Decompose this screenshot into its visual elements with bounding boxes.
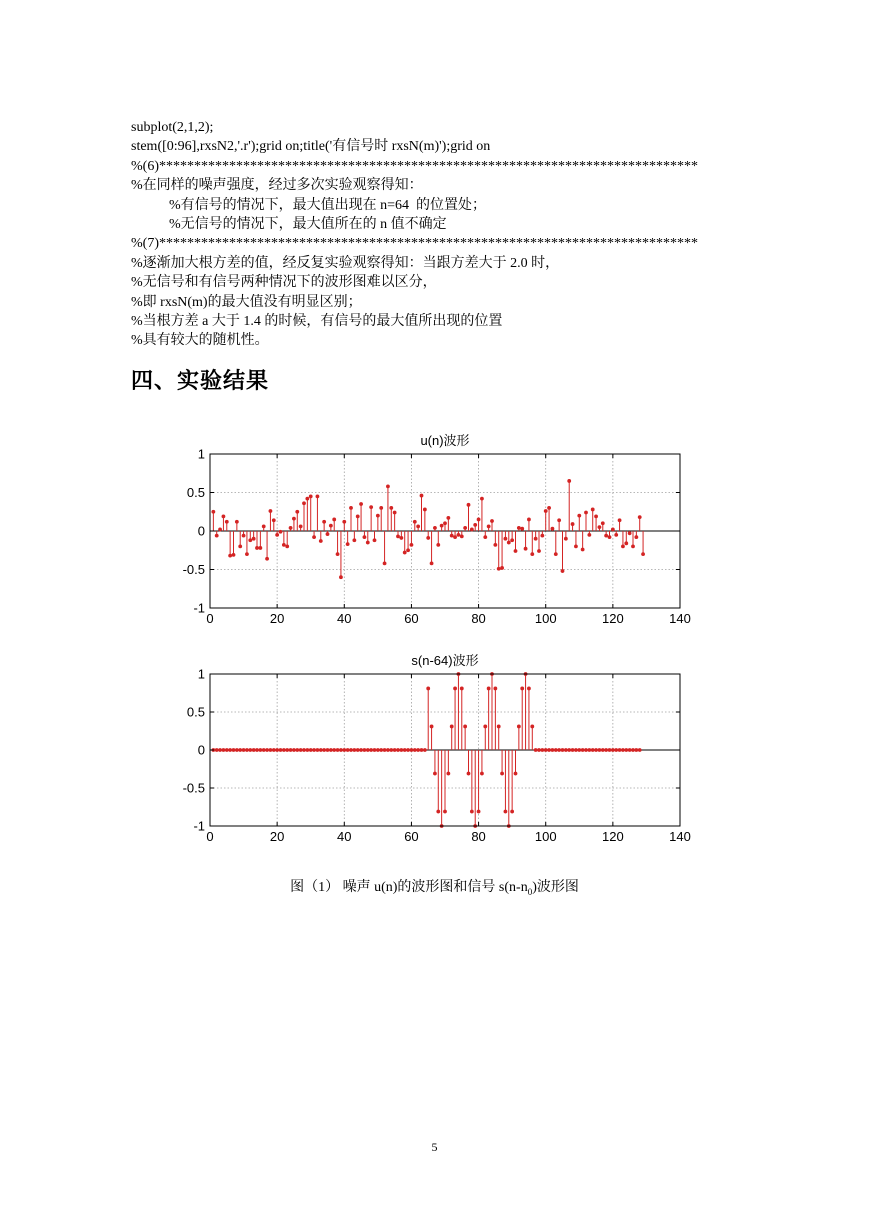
data-point [285,545,289,549]
data-point [634,748,638,752]
code-line: %无信号和有信号两种情况下的波形图难以区分， [131,275,437,291]
data-point [470,528,474,532]
data-point [289,748,293,752]
data-point [265,557,269,561]
data-point [510,810,514,814]
data-point [329,524,333,528]
data-point [453,535,457,539]
data-point [272,518,276,522]
data-point [598,748,602,752]
data-point [295,748,299,752]
data-point [551,748,555,752]
data-point [319,539,323,543]
data-point [420,748,424,752]
data-point [624,748,628,752]
data-point [316,748,320,752]
data-point [423,748,427,752]
data-point [537,549,541,553]
data-point [299,748,303,752]
data-point [349,506,353,510]
data-point [232,748,236,752]
data-point [386,748,390,752]
data-point [614,533,618,537]
data-point [587,748,591,752]
data-point [520,527,524,531]
data-point [410,748,414,752]
data-point [483,725,487,729]
data-point [242,748,246,752]
data-point [621,748,625,752]
x-tick-label: 100 [534,611,557,626]
data-point [624,541,628,545]
data-point [413,520,417,524]
data-point [436,543,440,547]
chart-title: s(n-64)波形 [411,653,479,668]
data-point [500,566,504,570]
data-point [211,510,215,514]
code-line: stem([0:96],rxsN2,'.r');grid on;title('有信号时 rxsN(m)');grid on [131,139,491,155]
data-point [517,725,521,729]
data-point [641,552,645,556]
data-point [608,748,612,752]
data-point [608,535,612,539]
data-point [524,547,528,551]
data-point [510,538,514,542]
data-point [339,575,343,579]
x-tick-label: 120 [602,829,624,844]
data-point [574,545,578,549]
data-point [467,503,471,507]
data-point [289,526,293,530]
data-point [326,532,330,536]
data-point [356,514,360,518]
data-point [352,538,356,542]
data-point [460,534,464,538]
data-point [329,748,333,752]
data-point [376,748,380,752]
data-point [567,748,571,752]
data-point [497,725,501,729]
data-point [222,748,226,752]
data-point [544,748,548,752]
data-point [332,518,336,522]
data-point [551,527,555,531]
data-point [638,748,642,752]
data-point [406,548,410,552]
data-point [396,534,400,538]
data-point [430,561,434,565]
data-point [336,552,340,556]
data-point [450,725,454,729]
data-point [279,530,283,534]
data-point [269,748,273,752]
data-point [547,506,551,510]
x-tick-label: 80 [471,611,486,626]
x-tick-label: 40 [337,611,352,626]
data-point [285,748,289,752]
data-point [544,509,548,513]
data-point [453,687,457,691]
code-line: %即 rxsN(m)的最大值没有明显区别； [131,294,362,310]
data-point [369,505,373,509]
data-point [272,748,276,752]
data-point [457,533,461,537]
data-point [557,518,561,522]
data-point [584,511,588,515]
data-point [379,748,383,752]
code-line: %(6)***************************************************************************** [131,158,698,174]
data-point [369,748,373,752]
data-point [262,748,266,752]
data-point [584,748,588,752]
x-tick-label: 80 [471,829,486,844]
y-tick-label: 0.5 [186,485,205,500]
data-point [399,748,403,752]
code-line: %在同样的噪声强度，经过多次实验观察得知： [131,178,423,194]
data-point [420,494,424,498]
data-point [564,537,568,541]
data-point [611,528,615,532]
data-point [577,514,581,518]
x-tick-label: 0 [206,611,214,626]
data-point [228,554,232,558]
data-point [218,748,222,752]
data-point [487,687,491,691]
data-point [366,748,370,752]
data-point [215,534,219,538]
code-line: %当根方差 a 大于 1.4 的时候，有信号的最大值所出现的位置 [131,314,503,330]
data-point [406,748,410,752]
data-point [383,748,387,752]
data-point [507,541,511,545]
data-point [530,552,534,556]
data-point [349,748,353,752]
data-point [312,535,316,539]
data-point [638,515,642,519]
data-point [618,518,622,522]
data-point [557,748,561,752]
data-point [248,538,252,542]
data-point [258,546,262,550]
x-tick-label: 140 [669,611,691,626]
data-point [460,687,464,691]
y-tick-label: 0 [197,742,205,758]
data-point [540,534,544,538]
data-point [410,543,414,547]
data-point [587,533,591,537]
data-point [356,748,360,752]
data-point [426,687,430,691]
y-tick-label: 1 [197,666,205,682]
data-point [312,748,316,752]
data-point [467,772,471,776]
data-point [571,522,575,526]
data-point [242,534,246,538]
data-point [473,523,477,527]
data-point [305,748,309,752]
data-point [399,536,403,540]
data-point [413,748,417,752]
data-point [252,537,256,541]
data-point [275,748,279,752]
data-point [591,748,595,752]
data-point [389,748,393,752]
figure-charts [180,425,700,860]
data-point [477,518,481,522]
data-point [258,748,262,752]
code-line: %逐渐加大根方差的值，经反复实验观察得知：当跟方差大于 2.0 时， [131,255,560,271]
data-point [255,546,259,550]
data-point [265,748,269,752]
data-point [366,541,370,545]
x-tick-label: 60 [404,829,419,844]
code-line: subplot(2,1,2); [131,120,214,135]
data-point [262,524,266,528]
data-point [299,524,303,528]
data-point [537,748,541,752]
data-point [534,537,538,541]
data-point [483,535,487,539]
data-point [309,494,313,498]
data-point [604,748,608,752]
data-point [514,549,518,553]
data-point [527,518,531,522]
data-point [490,519,494,523]
data-point [527,687,531,691]
data-point [379,506,383,510]
data-point [326,748,330,752]
data-point [480,497,484,501]
data-point [232,553,236,557]
data-point [591,508,595,512]
data-point [443,810,447,814]
data-point [238,748,242,752]
code-line: %(7)***************************************************************************** [131,236,698,252]
data-point [493,543,497,547]
data-point [534,748,538,752]
data-point [581,748,585,752]
data-point [346,748,350,752]
caption-suffix: )波形图 [532,880,579,895]
data-point [463,725,467,729]
data-point [504,810,508,814]
data-point [319,748,323,752]
data-point [423,508,427,512]
y-tick-label: 1 [197,446,205,462]
data-point [342,748,346,752]
caption-subscript: 0 [527,886,533,897]
data-point [373,538,377,542]
data-point [493,687,497,691]
chart-title: u(n)波形 [420,433,470,448]
data-point [547,748,551,752]
data-point [601,521,605,525]
data-point [446,516,450,520]
code-line: %具有较大的随机性。 [131,333,269,349]
data-point [564,748,568,752]
data-point [450,534,454,538]
x-tick-label: 20 [269,611,285,626]
data-point [571,748,575,752]
y-tick-label: -1 [193,600,205,616]
data-point [352,748,356,752]
y-tick-label: -0.5 [182,562,205,577]
data-point [225,748,229,752]
data-point [282,748,286,752]
code-line: %无信号的情况下，最大值所在的 n 值不确定 [169,217,447,233]
data-point [302,501,306,505]
data-point [618,748,622,752]
data-point [238,545,242,549]
data-point [228,748,232,752]
data-point [433,526,437,530]
data-point [386,484,390,488]
data-point [363,535,367,539]
data-point [470,810,474,814]
data-point [295,510,299,514]
x-tick-label: 140 [669,829,691,844]
data-point [567,479,571,483]
data-point [245,748,249,752]
data-point [235,748,239,752]
data-point [235,520,239,524]
data-point [581,548,585,552]
data-point [554,552,558,556]
data-point [631,545,635,549]
data-point [430,725,434,729]
data-point [554,748,558,752]
data-point [517,526,521,530]
data-point [309,748,313,752]
data-point [248,748,252,752]
data-point [416,748,420,752]
y-tick-label: 0 [197,523,205,539]
data-point [594,514,598,518]
data-point [561,569,565,573]
data-point [359,502,363,506]
data-point [376,514,380,518]
data-point [403,748,407,752]
data-point [514,772,518,776]
data-point [500,772,504,776]
data-point [634,535,638,539]
data-point [403,551,407,555]
data-point [621,545,625,549]
data-point [302,748,306,752]
caption-prefix: 图（1） 噪声 u(n)的波形图和信号 s(n-n [290,880,528,895]
data-point [316,494,320,498]
data-point [336,748,340,752]
data-point [480,772,484,776]
x-tick-label: 120 [602,611,624,626]
data-point [604,534,608,538]
data-point [279,748,283,752]
data-point [561,748,565,752]
data-point [574,748,578,752]
data-point [292,517,296,521]
data-point [305,497,309,501]
data-point [218,528,222,532]
data-point [332,748,336,752]
data-point [393,748,397,752]
data-point [269,509,273,513]
page-number: 5 [431,1140,438,1154]
y-tick-label: -0.5 [182,780,205,796]
data-point [373,748,377,752]
y-tick-label: -1 [193,818,205,834]
data-point [628,531,632,535]
data-point [577,748,581,752]
data-point [540,748,544,752]
data-point [222,514,226,518]
chart-figure [180,425,700,855]
data-point [383,561,387,565]
data-point [322,520,326,524]
y-tick-label: 0.5 [186,704,205,720]
data-point [446,772,450,776]
x-tick-label: 60 [404,611,419,626]
data-point [530,725,534,729]
code-line: %有信号的情况下，最大值出现在 n=64 的位置处； [169,197,487,213]
data-point [292,748,296,752]
data-point [275,533,279,537]
section-heading: 四、实验结果 [131,369,270,394]
data-point [628,748,632,752]
data-point [598,525,602,529]
data-point [396,748,400,752]
data-point [426,536,430,540]
data-point [282,543,286,547]
data-point [416,524,420,528]
data-point [477,810,481,814]
x-tick-label: 100 [534,829,557,844]
data-point [393,511,397,515]
x-tick-label: 40 [337,829,352,844]
data-point [339,748,343,752]
data-point [601,748,605,752]
data-point [520,687,524,691]
code-block [131,118,751,351]
x-tick-label: 0 [206,829,214,844]
data-point [463,526,467,530]
data-point [631,748,635,752]
data-point [614,748,618,752]
data-point [433,772,437,776]
data-point [342,520,346,524]
data-point [497,567,501,571]
data-point [252,748,256,752]
data-point [389,506,393,510]
data-point [440,524,444,528]
data-point [487,524,491,528]
data-point [255,748,259,752]
data-point [594,748,598,752]
data-point [504,537,508,541]
data-point [611,748,615,752]
data-point [436,810,440,814]
data-point [443,521,447,525]
figure-caption [0,876,869,897]
data-point [363,748,367,752]
data-point [215,748,219,752]
data-point [346,542,350,546]
data-point [225,520,229,524]
data-point [322,748,326,752]
x-tick-label: 20 [269,829,285,844]
data-point [359,748,363,752]
data-point [245,552,249,556]
